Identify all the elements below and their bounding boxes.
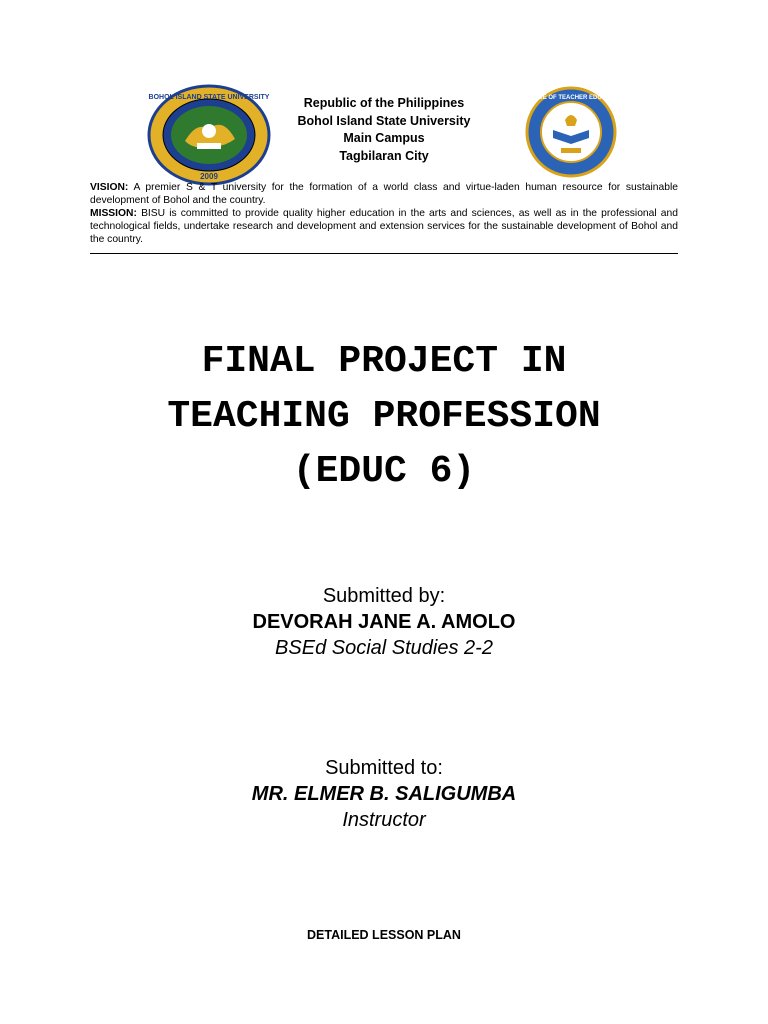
mission-label: MISSION: <box>90 208 137 219</box>
footer-label: DETAILED LESSON PLAN <box>307 928 461 942</box>
instructor-name: MR. ELMER B. SALIGUMBA <box>251 783 517 805</box>
vision-statement <box>90 181 678 207</box>
submitted-to-block <box>84 755 684 833</box>
svg-text:COLLEGE OF TEACHER EDUCATION: COLLEGE OF TEACHER EDUCATION <box>517 95 625 101</box>
vision-label: VISION: <box>90 182 129 193</box>
student-name: DEVORAH JANE A. AMOLO <box>252 611 516 633</box>
submitted-by-label: Submitted by: <box>322 585 446 607</box>
student-course: BSEd Social Studies 2-2 <box>275 637 493 659</box>
submitted-by-block <box>84 583 684 661</box>
mission-text: BISU is committed to provide quality higher education in the arts and sciences, as well as in the professional and technological fields, undertake research and development and extension services for the sustainable development of Bohol and the country. <box>90 208 678 245</box>
document-title <box>40 334 728 499</box>
header-line-campus: Main Campus <box>343 131 425 145</box>
header-line-country: Republic of the Philippines <box>303 96 465 110</box>
title-line-2: TEACHING PROFESSION <box>167 395 601 438</box>
submitted-to-label: Submitted to: <box>325 757 443 779</box>
title-line-3: (EDUC 6) <box>292 450 476 493</box>
header-line-city: Tagbilaran City <box>339 148 429 163</box>
mission-statement <box>90 207 678 246</box>
header-divider <box>90 253 678 254</box>
instructor-role: Instructor <box>342 809 426 831</box>
college-of-teacher-education-seal-logo <box>517 86 625 178</box>
vision-text: A premier S & T university for the formation of a world class and virtue-laden human resource for sustainable development of Bohol and the country. <box>90 182 678 206</box>
svg-text:BOHOL ISLAND STATE UNIVERSITY: BOHOL ISLAND STATE UNIVERSITY <box>148 94 270 101</box>
svg-text:2009: 2009 <box>200 172 218 181</box>
header-line-university: Bohol Island State University <box>297 113 471 128</box>
vision-mission-block <box>90 181 678 246</box>
title-line-1: FINAL PROJECT IN <box>201 340 567 383</box>
institution-header <box>240 95 528 165</box>
